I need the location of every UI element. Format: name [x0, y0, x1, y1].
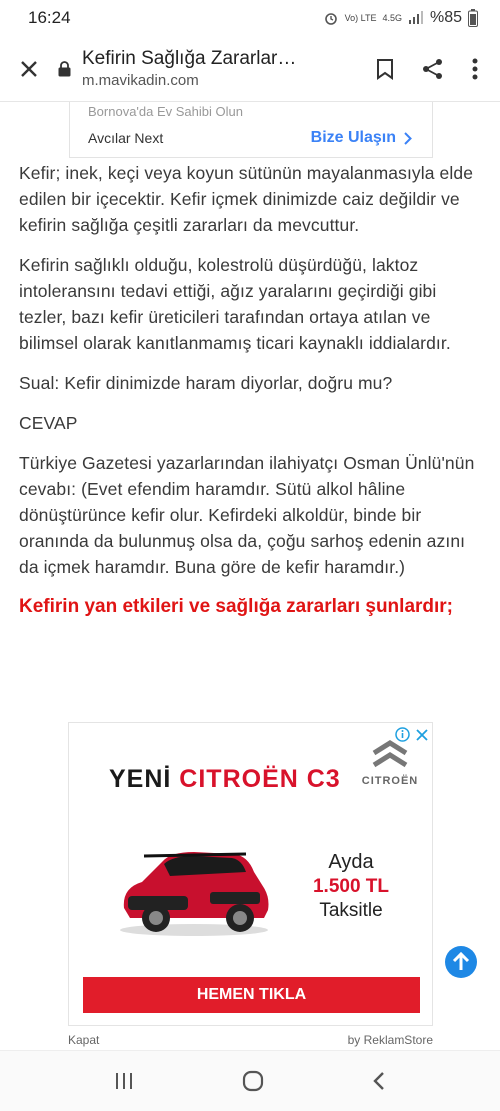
article-answer-label: CEVAP [19, 413, 78, 433]
back-icon[interactable] [372, 1071, 386, 1091]
top-ad-line1: Bornova'da Ev Sahibi Olun [88, 104, 243, 119]
offer-line-3: Taksitle [319, 900, 383, 921]
top-ad-cta[interactable] [311, 129, 412, 147]
recents-icon[interactable] [114, 1072, 134, 1090]
article-question: Sual: Kefir dinimizde haram diyorlar, doğru mu? [19, 373, 393, 393]
signal-label: 4.5G [382, 12, 402, 23]
chevron-right-icon [404, 132, 412, 145]
offer-line-1: Ayda [328, 851, 374, 873]
offer-price: 1.500 TL [312, 876, 390, 897]
network-label: Vo) LTE [344, 12, 377, 23]
battery-icon [468, 9, 478, 27]
status-icons [323, 9, 478, 27]
display-ad[interactable] [68, 722, 433, 1026]
chevron-logo-icon [370, 735, 410, 771]
battery-level: %85 [429, 9, 462, 26]
ad-dismiss-link[interactable]: Kapat [68, 1033, 100, 1047]
ad-provider: by ReklamStore [347, 1033, 433, 1047]
status-bar [0, 0, 500, 36]
ad-headline-prefix: YENİ [109, 765, 180, 793]
ad-offer [301, 851, 401, 922]
top-ad-banner[interactable] [69, 102, 433, 158]
top-ad-cta-label: Bize Ulaşın [310, 129, 396, 146]
page-domain: m.mavikadin.com [82, 72, 199, 89]
article-subheading: Kefirin yan etkileri ve sağlığa zararları şunlardır; [19, 596, 454, 617]
top-ad-line2: Avcılar Next [88, 130, 164, 146]
status-time: 16:24 [28, 8, 71, 27]
ad-headline [109, 765, 341, 794]
article-paragraph-2: Kefirin sağlıklı olduğu, kolestrolü düşürdüğü, laktoz intoleransını tedavi ettiği, ağız yaralarını geçirdiği gibi tezler, bazı kefir üreticileri tarafından ortaya atılan ve bilimsel olarak kanıtlanmamış ticari kaynaklı iddialardır. [19, 255, 451, 353]
logo-text: CITROËN [361, 775, 419, 787]
url-info[interactable] [82, 48, 358, 89]
page-title: Kefirin Sağlığa Zararlar… [82, 48, 297, 69]
article-paragraph-1: Kefir; inek, keçi veya koyun sütünün mayalanmasıyla elde edilen bir içecektir. Kefir içmek dinimizde caiz değildir ve kefirin sağlığa çeşitli zararları da mevcuttur. [19, 163, 474, 235]
bookmark-icon[interactable] [376, 58, 394, 80]
close-icon[interactable] [0, 59, 58, 79]
car-image [114, 838, 274, 938]
citroen-logo [355, 735, 425, 787]
arrow-up-icon [452, 952, 470, 972]
article-body [19, 160, 481, 620]
ad-footer [68, 1033, 433, 1047]
system-nav-bar [0, 1050, 500, 1111]
scroll-top-button[interactable] [445, 946, 477, 978]
home-icon[interactable] [242, 1070, 264, 1092]
alarm-icon [323, 10, 339, 26]
share-icon[interactable] [422, 58, 444, 80]
article-paragraph-3: Türkiye Gazetesi yazarlarından ilahiyatçı Osman Ünlü'nün cevabı: (Evet efendim haramdır. Sütü alkol hâline dönüştürünce kefir olur. Kefirdeki alkoldür, binde bir oranında da bulunmuş olsa da, çoğu sarhoş edenin azını da içmek haramdır. Buna göre de kefir haramdır.) [19, 453, 475, 577]
custom-tab-bar [0, 36, 500, 102]
toolbar-actions [358, 58, 500, 80]
more-vert-icon[interactable] [472, 58, 478, 80]
ad-cta-button[interactable]: HEMEN TIKLA [83, 977, 420, 1013]
signal-icon [408, 11, 424, 25]
lock-icon [58, 61, 72, 77]
ad-headline-brand: CITROËN C3 [179, 765, 341, 793]
